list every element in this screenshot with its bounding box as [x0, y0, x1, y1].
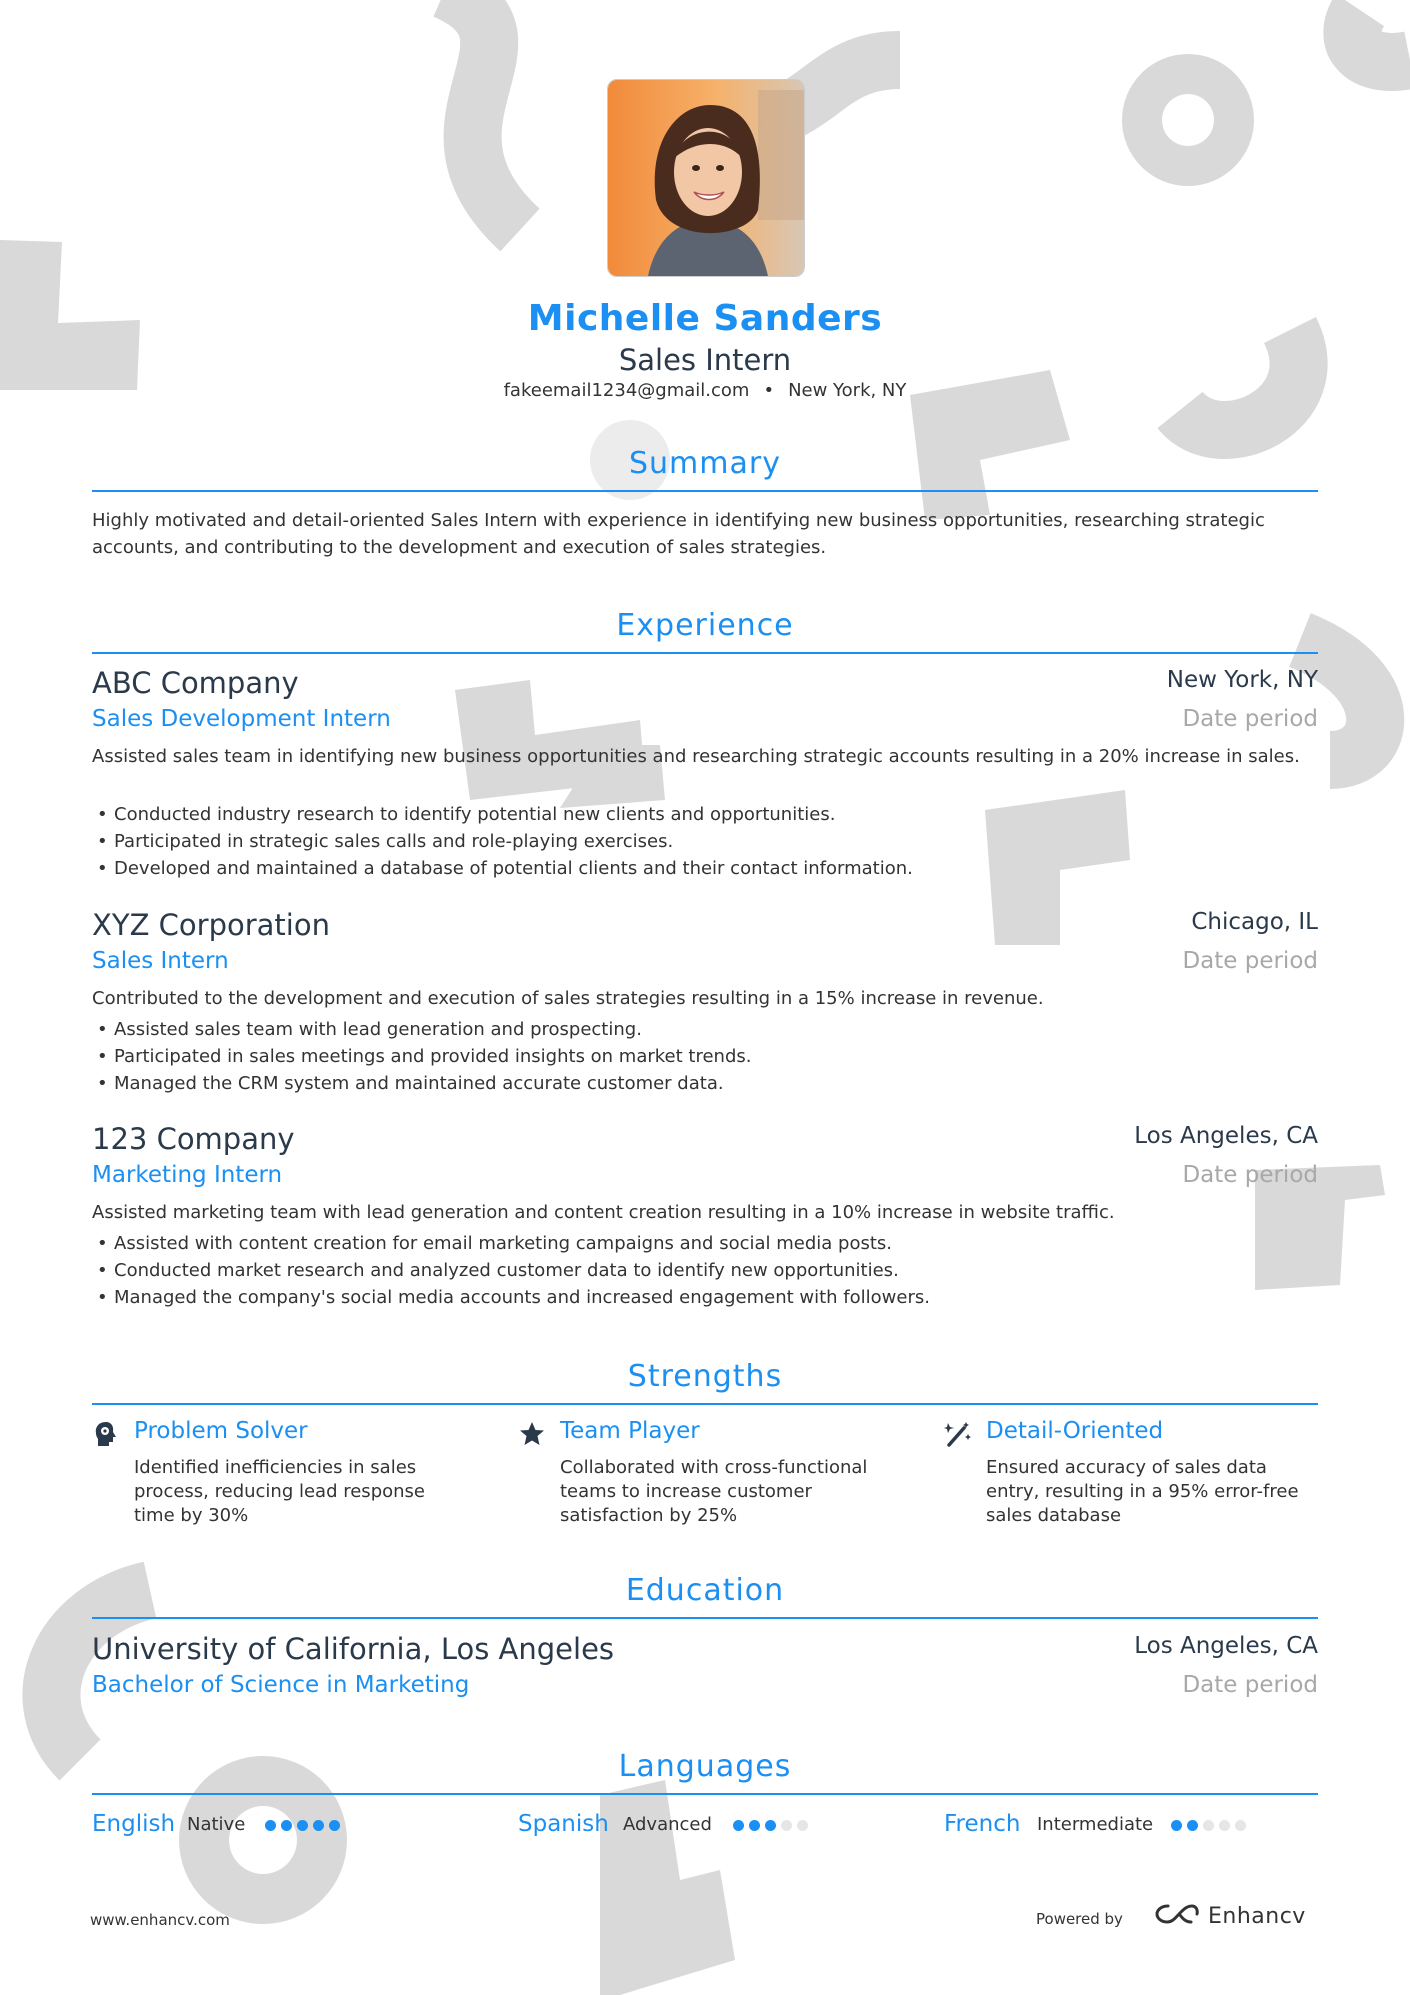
rating-dot-filled [265, 1820, 276, 1831]
section-divider [92, 490, 1318, 492]
enhancv-logo-icon [1154, 1901, 1200, 1931]
list-item: • Conducted market research and analyzed customer data to identify new opportunities. [95, 1257, 1315, 1284]
location-text: New York, NY [788, 380, 907, 401]
candidate-title: Sales Intern [618, 343, 792, 377]
education-degree: Bachelor of Science in Marketing [92, 1672, 470, 1698]
contact-separator: • [763, 380, 775, 401]
experience-description: Assisted marketing team with lead generation and content creation resulting in a 10% increase in website traffic. [92, 1202, 1115, 1223]
rating-dot-empty [1203, 1820, 1214, 1831]
rating-dot-empty [1219, 1820, 1230, 1831]
education-school: University of California, Los Angeles [92, 1632, 615, 1666]
strength-description: Ensured accuracy of sales data entry, resulting in a 95% error-free sales database [986, 1457, 1299, 1526]
experience-bullet-list [95, 1016, 1315, 1097]
email-text[interactable]: fakeemail1234@gmail.com [503, 380, 750, 401]
experience-description: Contributed to the development and execution of sales strategies resulting in a 15% increase in revenue. [92, 988, 1044, 1009]
section-title-summary: Summary [629, 446, 781, 481]
experience-company: 123 Company [92, 1122, 295, 1156]
language-level: Advanced [623, 1814, 712, 1835]
rating-dot-filled [281, 1820, 292, 1831]
language-name: French [944, 1811, 1021, 1837]
contact-line [0, 380, 1410, 401]
strength-title: Team Player [560, 1418, 700, 1444]
list-item: • Assisted sales team with lead generation and prospecting. [95, 1016, 1315, 1043]
footer-powered-by: Powered by [1036, 1910, 1123, 1928]
language-level: Intermediate [1037, 1814, 1154, 1835]
section-title-experience: Experience [616, 608, 794, 643]
rating-dot-filled [329, 1820, 340, 1831]
strength-description: Identified inefficiencies in sales process, reducing lead response time by 30% [134, 1457, 425, 1526]
experience-company: ABC Company [92, 666, 299, 700]
experience-company: XYZ Corporation [92, 908, 330, 942]
rating-dot-filled [765, 1820, 776, 1831]
section-divider [92, 652, 1318, 654]
experience-location: Chicago, IL [1191, 909, 1318, 935]
strength-title: Problem Solver [134, 1418, 308, 1444]
experience-date: Date period [1182, 706, 1318, 732]
star-icon [518, 1420, 546, 1448]
experience-role: Marketing Intern [92, 1162, 283, 1188]
experience-location: Los Angeles, CA [1134, 1123, 1318, 1149]
list-item: • Assisted with content creation for email marketing campaigns and social media posts. [95, 1230, 1315, 1257]
language-name: Spanish [518, 1811, 609, 1837]
list-item: • Managed the CRM system and maintained accurate customer data. [95, 1070, 1315, 1097]
footer-website-link[interactable]: www.enhancv.com [90, 1911, 230, 1929]
education-date: Date period [1182, 1672, 1318, 1698]
rating-dot-empty [1235, 1820, 1246, 1831]
section-title-strengths: Strengths [627, 1359, 783, 1394]
rating-dot-filled [733, 1820, 744, 1831]
experience-role: Sales Intern [92, 948, 229, 974]
rating-dot-filled [749, 1820, 760, 1831]
rating-dot-filled [1187, 1820, 1198, 1831]
enhancv-logo[interactable] [1154, 1898, 1306, 1934]
rating-dot-empty [781, 1820, 792, 1831]
section-title-languages: Languages [618, 1749, 792, 1784]
experience-bullet-list [95, 801, 1315, 882]
rating-dot-filled [297, 1820, 308, 1831]
list-item: • Participated in strategic sales calls and role-playing exercises. [95, 828, 1315, 855]
profile-photo [607, 79, 805, 277]
rating-dot-filled [313, 1820, 324, 1831]
language-rating [733, 1820, 808, 1831]
language-level: Native [187, 1814, 246, 1835]
strength-title: Detail-Oriented [986, 1418, 1164, 1444]
section-divider [92, 1793, 1318, 1795]
rating-dot-empty [797, 1820, 808, 1831]
experience-role: Sales Development Intern [92, 706, 391, 732]
enhancv-brand-text: Enhancv [1208, 1903, 1306, 1929]
experience-bullet-list [95, 1230, 1315, 1311]
experience-description: Assisted sales team in identifying new business opportunities and researching strategic accounts resulting in a 20% increase in sales. [92, 746, 1300, 767]
list-item: • Conducted industry research to identify potential new clients and opportunities. [95, 801, 1315, 828]
summary-text: Highly motivated and detail-oriented Sales Intern with experience in identifying new business opportunities, researching strategic accounts, and contributing to the development and execution of sales strategies. [92, 510, 1265, 558]
section-divider [92, 1403, 1318, 1405]
brain-head-icon [92, 1420, 120, 1448]
section-title-education: Education [625, 1573, 785, 1608]
experience-date: Date period [1182, 1162, 1318, 1188]
strength-description: Collaborated with cross-functional teams to increase customer satisfaction by 25% [560, 1457, 868, 1526]
language-name: English [92, 1811, 176, 1837]
language-rating [265, 1820, 340, 1831]
list-item: • Developed and maintained a database of potential clients and their contact information. [95, 855, 1315, 882]
magic-wand-icon [944, 1420, 972, 1448]
education-location: Los Angeles, CA [1134, 1633, 1318, 1659]
language-rating [1171, 1820, 1246, 1831]
list-item: • Managed the company's social media accounts and increased engagement with followers. [95, 1284, 1315, 1311]
experience-location: New York, NY [1166, 667, 1318, 693]
list-item: • Participated in sales meetings and provided insights on market trends. [95, 1043, 1315, 1070]
section-divider [92, 1617, 1318, 1619]
rating-dot-filled [1171, 1820, 1182, 1831]
experience-date: Date period [1182, 948, 1318, 974]
candidate-name: Michelle Sanders [527, 298, 883, 339]
